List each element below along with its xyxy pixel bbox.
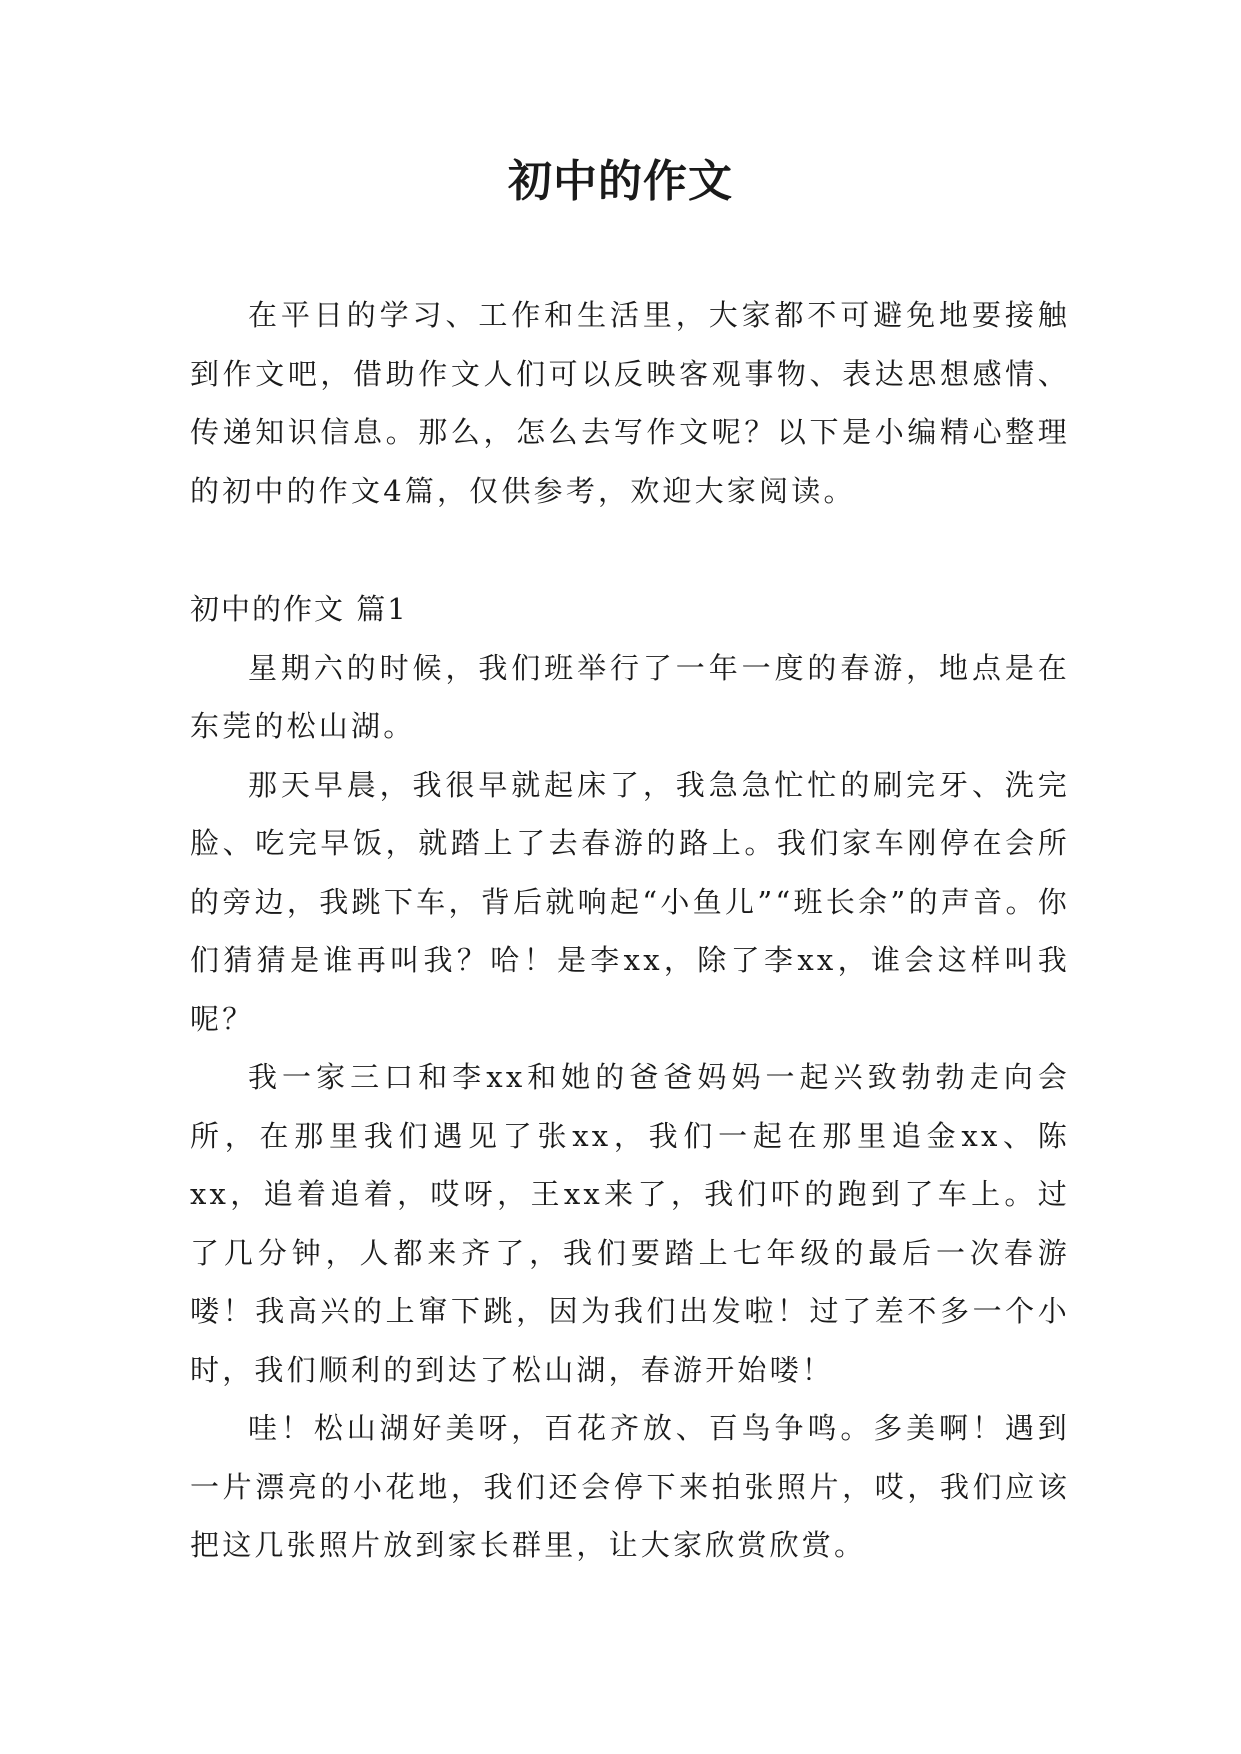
paragraph-1: 星期六的时候，我们班举行了一年一度的春游，地点是在东莞的松山湖。 [190, 650, 1070, 743]
paragraph-2: 那天早晨，我很早就起床了，我急急忙忙的刷完牙、洗完脸、吃完早饭，就踏上了去春游的路上。我们家车刚停在会所的旁边，我跳下车，背后就响起“小鱼儿”“班长余”的声音。你们猜猜是谁再叫我？哈！是李xx，除了李xx，谁会这样叫我呢？ [190, 767, 1070, 1036]
intro-paragraph: 在平日的学习、工作和生活里，大家都不可避免地要接触到作文吧，借助作文人们可以反映客观事物、表达思想感情、传递知识信息。那么，怎么去写作文呢？以下是小编精心整理的初中的作文4篇，仅供参考，欢迎大家阅读。 [190, 298, 1070, 508]
paragraph-4: 哇！松山湖好美呀，百花齐放、百鸟争鸣。多美啊！遇到一片漂亮的小花地，我们还会停下来拍张照片，哎，我们应该把这几张照片放到家长群里，让大家欣赏欣赏。 [190, 1411, 1070, 1562]
section-heading: 初中的作文 篇1 [190, 592, 408, 626]
section-1 [190, 580, 1070, 1575]
document-title: 初中的作文 [508, 156, 733, 207]
intro-block [190, 286, 1070, 520]
paragraph-3: 我一家三口和李xx和她的爸爸妈妈一起兴致勃勃走向会所，在那里我们遇见了张xx，我们一起在那里追金xx、陈xx，追着追着，哎呀，王xx来了，我们吓的跑到了车上。过了几分钟，人都来齐了，我们要踏上七年级的最后一次春游喽！我高兴的上窜下跳，因为我们出发啦！过了差不多一个小时，我们顺利的到达了松山湖，春游开始喽！ [190, 1060, 1070, 1387]
